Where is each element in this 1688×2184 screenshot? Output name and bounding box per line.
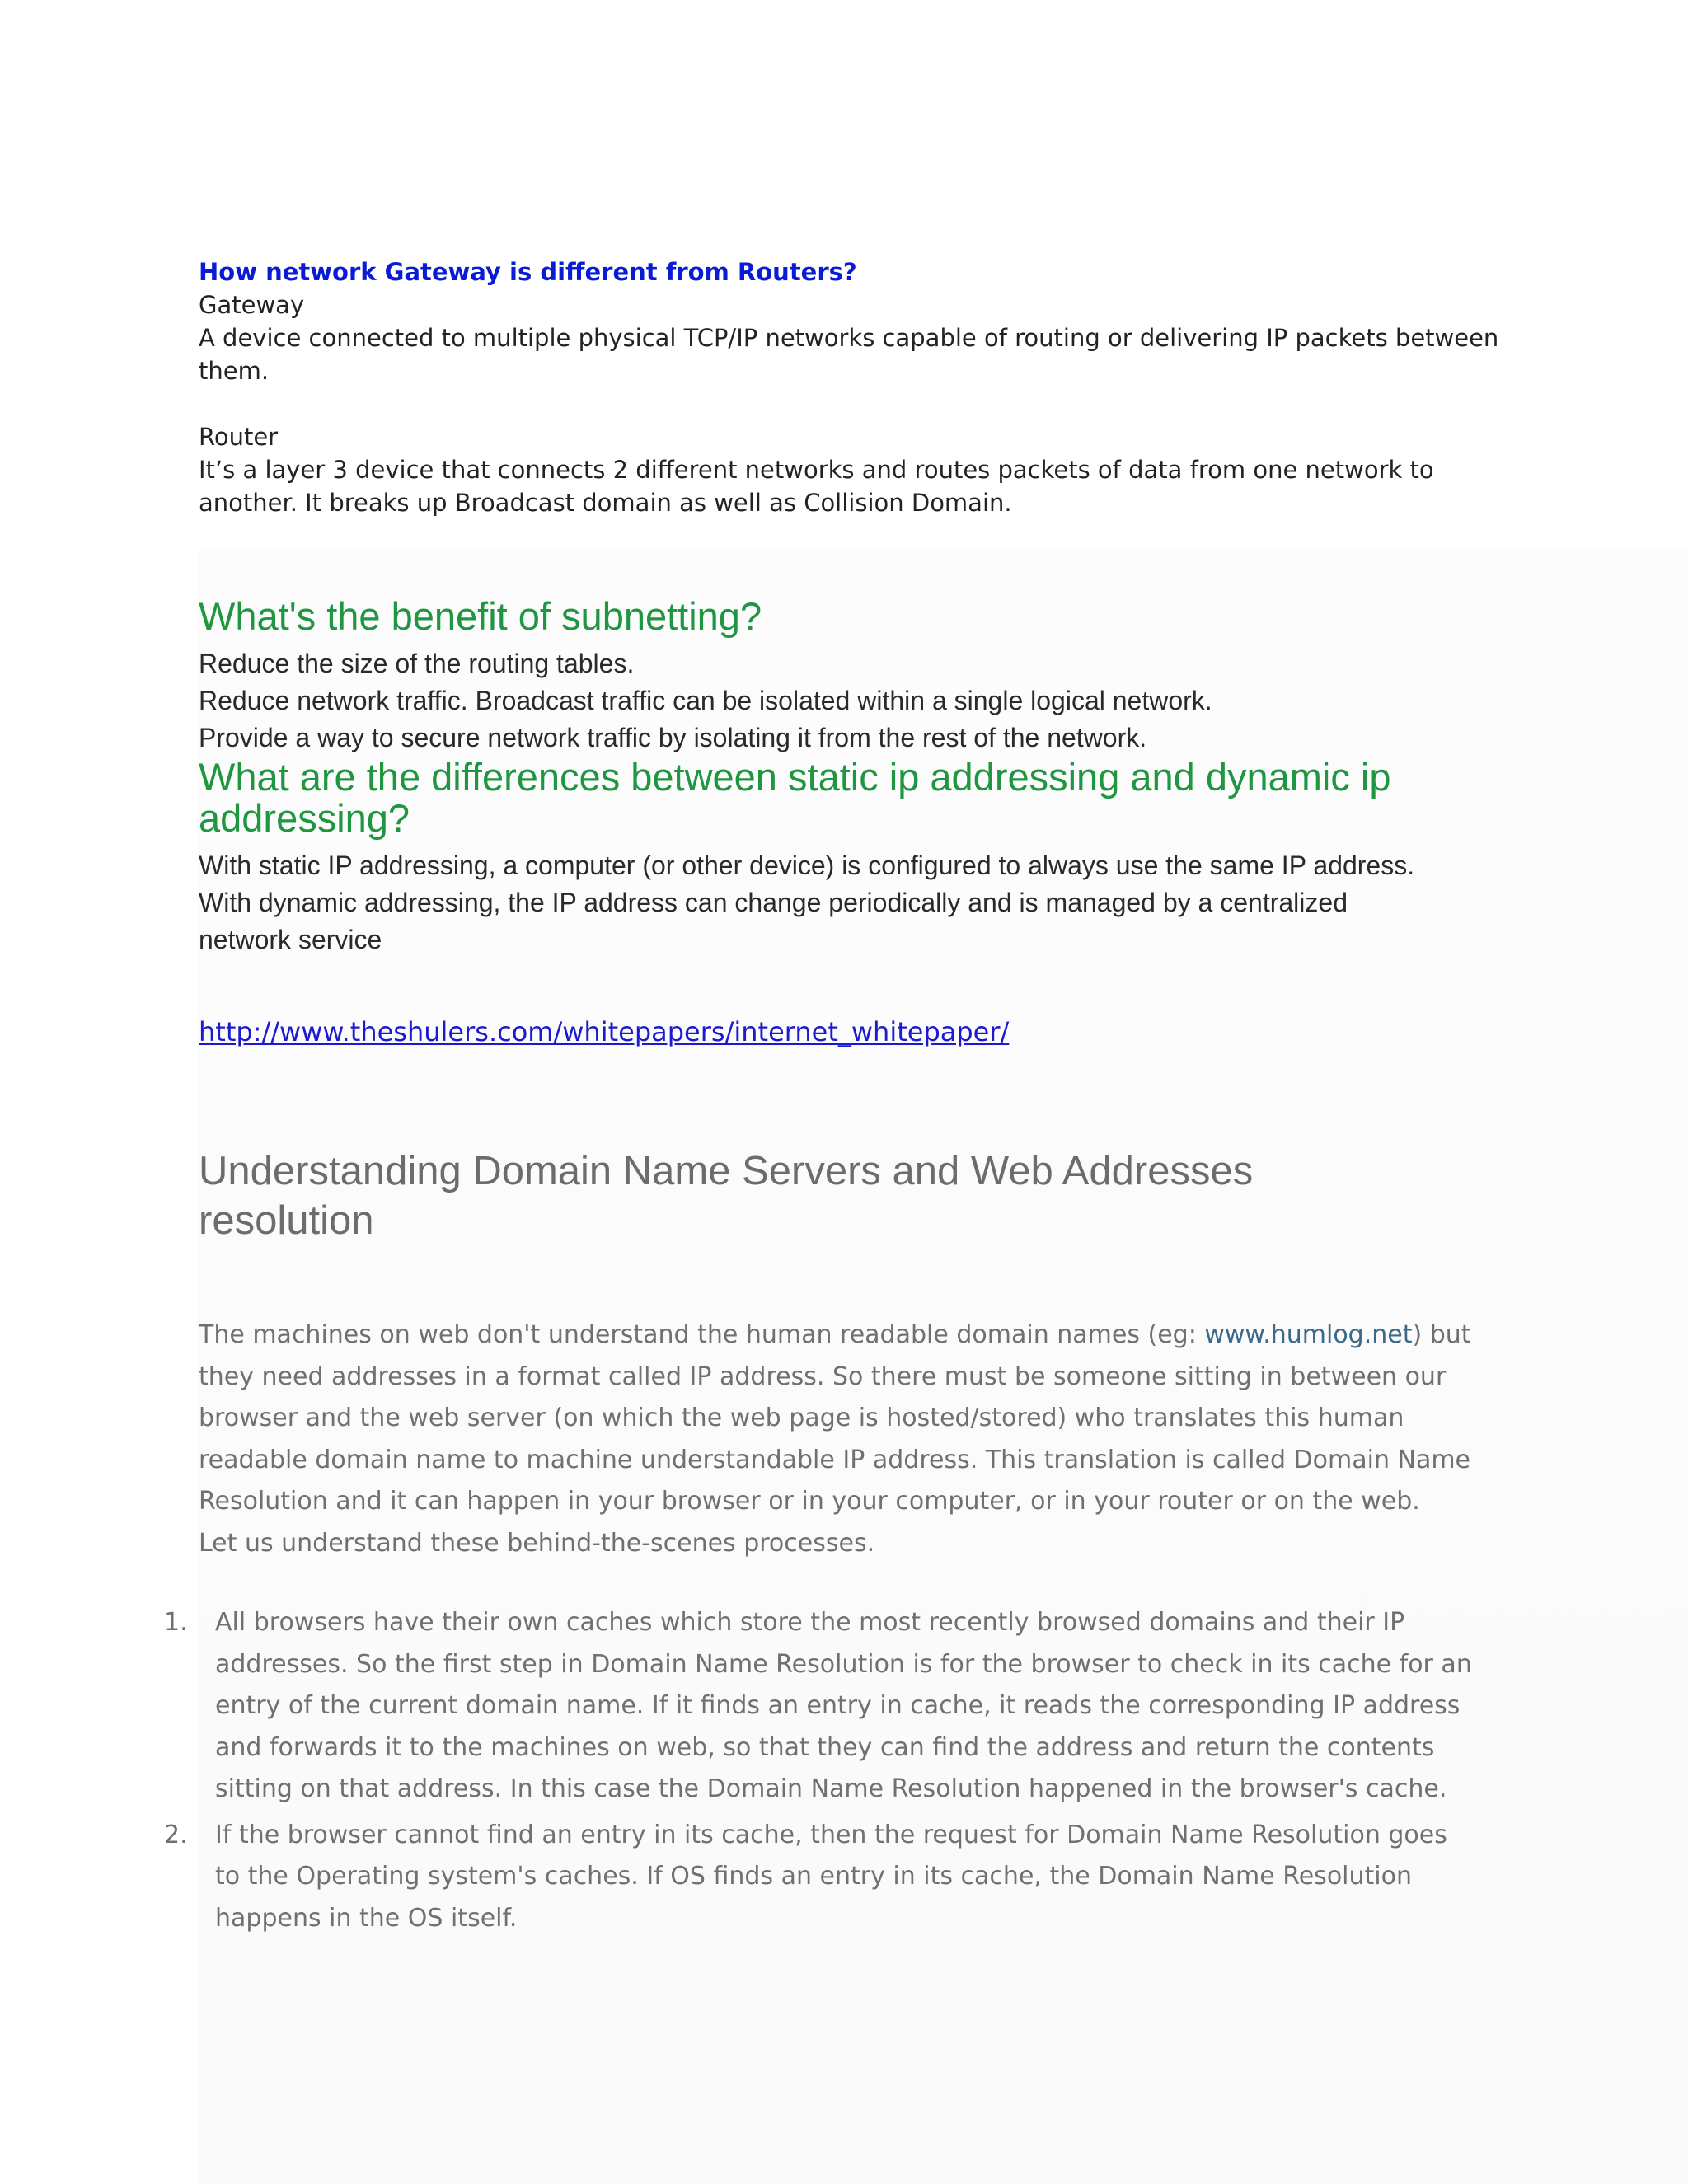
gateway-question-heading: How network Gateway is different from Routers? [199, 258, 857, 286]
dns-intro-line [199, 1315, 1534, 1357]
resolution-steps-list [164, 1602, 1534, 1939]
dns-intro-line: they need addresses in a format called IP address. So there must be someone sitting in between our [199, 1361, 1447, 1391]
addressing-line: With dynamic addressing, the IP address can change periodically and is managed by a centralized [199, 888, 1348, 917]
humlog-link[interactable]: www.humlog.net [1204, 1320, 1413, 1349]
dns-intro-text: ) but [1412, 1320, 1471, 1349]
dns-heading-line: Understanding Domain Name Servers and Web Addresses [199, 1149, 1254, 1193]
subnetting-line: Provide a way to secure network traffic by isolating it from the rest of the network. [199, 723, 1147, 752]
addressing-line: With static IP addressing, a computer (or other device) is configured to always use the same IP address. [199, 851, 1415, 880]
gateway-description-line: A device connected to multiple physical TCP/IP networks capable of routing or delivering IP packets between [199, 324, 1499, 352]
dns-section [164, 1146, 1534, 1939]
addressing-section [199, 755, 1534, 958]
list-item [164, 1815, 1534, 1940]
dns-intro-text: The machines on web don't understand the human readable domain names (eg: [199, 1320, 1205, 1349]
step-line: to the Operating system's caches. If OS finds an entry in its cache, the Domain Name Resolution [215, 1862, 1412, 1891]
addressing-heading-line: addressing? [199, 796, 410, 840]
step-line: addresses. So the first step in Domain Name Resolution is for the browser to check in its cache for an [215, 1649, 1472, 1679]
step-line: sitting on that address. In this case the Domain Name Resolution happened in the browser's cache. [215, 1774, 1447, 1803]
subnetting-heading: What's the benefit of subnetting? [199, 594, 762, 638]
reference-link-block [199, 1014, 1534, 1050]
subnetting-line: Reduce network traffic. Broadcast traffic can be isolated within a single logical network. [199, 686, 1212, 715]
gateway-title: Gateway [199, 291, 305, 319]
addressing-heading-line: What are the differences between static ip addressing and dynamic ip [199, 755, 1391, 799]
dns-heading-line: resolution [199, 1198, 374, 1243]
dns-intro-line: readable domain name to machine understandable IP address. This translation is called Domain Name [199, 1445, 1471, 1474]
addressing-line: network service [199, 925, 382, 954]
gateway-description-line: them. [199, 357, 270, 385]
subnetting-section [199, 594, 1534, 757]
step-number: 2. [164, 1820, 188, 1849]
dns-intro-line: Let us understand these behind-the-scenes processes. [199, 1528, 875, 1558]
router-description-line: It’s a layer 3 device that connects 2 different networks and routes packets of data from one network to [199, 456, 1434, 484]
step-line: entry of the current domain name. If it finds an entry in cache, it reads the corresponding IP address [215, 1691, 1461, 1720]
step-line: happens in the OS itself. [215, 1903, 518, 1933]
step-line: If the browser cannot find an entry in its cache, then the request for Domain Name Resolution goes [215, 1820, 1447, 1849]
step-line: and forwards it to the machines on web, so that they can find the address and return the contents [215, 1732, 1435, 1762]
router-title: Router [199, 423, 279, 451]
step-line: All browsers have their own caches which store the most recently browsed domains and their IP [215, 1608, 1405, 1637]
gateway-section [199, 255, 1534, 519]
subnetting-line: Reduce the size of the routing tables. [199, 649, 635, 678]
router-description-line: another. It breaks up Broadcast domain as well as Collision Domain. [199, 489, 1012, 517]
reference-link[interactable]: http://www.theshulers.com/whitepapers/internet_whitepaper/ [199, 1016, 1010, 1047]
list-item [164, 1602, 1534, 1811]
step-number: 1. [164, 1608, 188, 1637]
dns-intro-line: browser and the web server (on which the web page is hosted/stored) who translates this human [199, 1404, 1404, 1432]
dns-intro-line: Resolution and it can happen in your browser or in your computer, or in your router or on the web. [199, 1487, 1420, 1516]
document-content [164, 255, 1534, 1939]
